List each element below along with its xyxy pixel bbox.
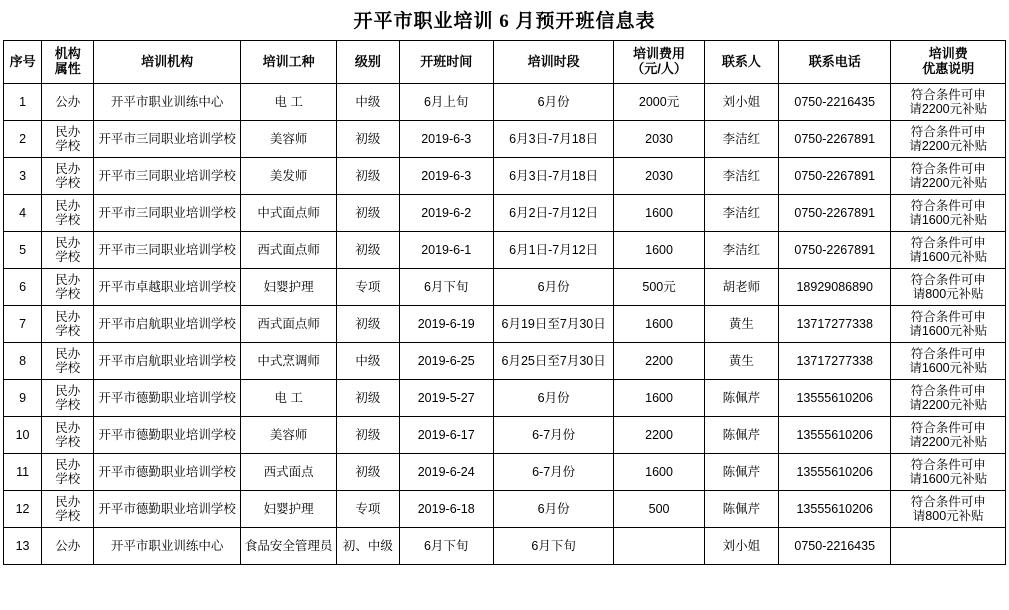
cell-note-line2: 请800元补贴 bbox=[912, 509, 984, 523]
cell-attr-line2: 学校 bbox=[55, 324, 81, 338]
cell-note-line1: 符合条件可申 bbox=[910, 347, 986, 361]
cell-note-line2: 请800元补贴 bbox=[912, 287, 984, 301]
cell-period: 6月1日-7月12日 bbox=[493, 232, 613, 269]
cell-phone: 13555610206 bbox=[779, 417, 891, 454]
cell-attr bbox=[42, 158, 94, 195]
cell-seq: 12 bbox=[4, 491, 42, 528]
cell-fee: 2200 bbox=[614, 343, 704, 380]
cell-attr-line2: 学校 bbox=[55, 398, 81, 412]
cell-level: 初级 bbox=[337, 417, 399, 454]
cell-fee: 2030 bbox=[614, 158, 704, 195]
cell-attr bbox=[42, 306, 94, 343]
cell-phone: 13717277338 bbox=[779, 306, 891, 343]
cell-attr bbox=[42, 343, 94, 380]
cell-note-line1: 符合条件可申 bbox=[910, 273, 986, 287]
cell-note-line1: 符合条件可申 bbox=[910, 384, 986, 398]
table-row bbox=[4, 84, 1006, 121]
cell-attr-line2: 学校 bbox=[55, 287, 81, 301]
column-header-note-line2: 优惠说明 bbox=[922, 61, 975, 76]
cell-attr-line2: 学校 bbox=[55, 250, 81, 264]
cell-start: 6月下旬 bbox=[399, 528, 493, 565]
cell-level: 中级 bbox=[337, 84, 399, 121]
cell-phone: 0750-2267891 bbox=[779, 121, 891, 158]
cell-note-line2: 请1600元补贴 bbox=[909, 361, 988, 375]
cell-attr-line1: 民办 bbox=[55, 384, 81, 398]
cell-attr-line2: 学校 bbox=[55, 435, 81, 449]
cell-org: 开平市卓越职业培训学校 bbox=[94, 269, 241, 306]
table-header bbox=[4, 41, 1006, 84]
cell-period: 6月份 bbox=[493, 491, 613, 528]
cell-attr-line1: 民办 bbox=[55, 236, 81, 250]
cell-contact: 黄生 bbox=[704, 343, 778, 380]
cell-fee: 1600 bbox=[614, 454, 704, 491]
cell-note-line2: 请2200元补贴 bbox=[909, 139, 988, 153]
table-row bbox=[4, 454, 1006, 491]
cell-attr-line2: 学校 bbox=[55, 472, 81, 486]
column-header-contact bbox=[704, 41, 778, 84]
cell-attr bbox=[42, 84, 94, 121]
cell-contact: 李洁红 bbox=[704, 232, 778, 269]
cell-fee: 2200 bbox=[614, 417, 704, 454]
cell-attr bbox=[42, 417, 94, 454]
cell-trade: 电 工 bbox=[240, 380, 336, 417]
cell-note bbox=[891, 232, 1006, 269]
cell-note bbox=[891, 84, 1006, 121]
table-row bbox=[4, 121, 1006, 158]
column-header-trade bbox=[240, 41, 336, 84]
table-row bbox=[4, 232, 1006, 269]
cell-contact: 刘小姐 bbox=[704, 528, 778, 565]
cell-note-line1: 符合条件可申 bbox=[910, 495, 986, 509]
cell-contact: 李洁红 bbox=[704, 158, 778, 195]
cell-seq: 10 bbox=[4, 417, 42, 454]
cell-attr-line1: 民办 bbox=[55, 421, 81, 435]
cell-attr-line2: 学校 bbox=[55, 176, 81, 190]
cell-fee: 500 bbox=[614, 491, 704, 528]
cell-contact: 陈佩芹 bbox=[704, 491, 778, 528]
cell-seq: 9 bbox=[4, 380, 42, 417]
cell-level: 初级 bbox=[337, 232, 399, 269]
cell-seq: 7 bbox=[4, 306, 42, 343]
cell-trade: 西式面点 bbox=[240, 454, 336, 491]
column-header-start-line1: 开班时间 bbox=[420, 53, 473, 69]
cell-period: 6月下旬 bbox=[493, 528, 613, 565]
cell-note bbox=[891, 195, 1006, 232]
column-header-phone-line1: 联系电话 bbox=[808, 53, 861, 69]
cell-note-line1: 符合条件可申 bbox=[910, 162, 986, 176]
cell-note-line2: 请1600元补贴 bbox=[909, 472, 988, 486]
cell-attr bbox=[42, 380, 94, 417]
cell-org: 开平市职业训练中心 bbox=[94, 84, 241, 121]
cell-trade: 食品安全管理员 bbox=[240, 528, 336, 565]
column-header-trade-line1: 培训工种 bbox=[262, 53, 315, 69]
cell-period: 6月2日-7月12日 bbox=[493, 195, 613, 232]
column-header-start bbox=[399, 41, 493, 84]
cell-seq: 1 bbox=[4, 84, 42, 121]
table-row bbox=[4, 380, 1006, 417]
cell-level: 初级 bbox=[337, 454, 399, 491]
cell-period: 6月25日至7月30日 bbox=[493, 343, 613, 380]
cell-note-line2: 请2200元补贴 bbox=[909, 435, 988, 449]
cell-level: 初级 bbox=[337, 380, 399, 417]
cell-period: 6-7月份 bbox=[493, 454, 613, 491]
cell-note bbox=[891, 306, 1006, 343]
cell-fee: 2030 bbox=[614, 121, 704, 158]
cell-trade: 妇婴护理 bbox=[240, 269, 336, 306]
cell-phone: 13555610206 bbox=[779, 454, 891, 491]
cell-phone: 18929086890 bbox=[779, 269, 891, 306]
cell-note-line1: 符合条件可申 bbox=[910, 88, 986, 102]
cell-seq: 11 bbox=[4, 454, 42, 491]
cell-period: 6月份 bbox=[493, 269, 613, 306]
cell-attr-line1: 民办 bbox=[55, 495, 81, 509]
table-row bbox=[4, 195, 1006, 232]
cell-contact: 陈佩芹 bbox=[704, 380, 778, 417]
column-header-phone bbox=[779, 41, 891, 84]
column-header-attr-line1: 机构 bbox=[54, 46, 81, 62]
cell-note bbox=[891, 380, 1006, 417]
table-row bbox=[4, 306, 1006, 343]
table-row bbox=[4, 491, 1006, 528]
cell-note-line2: 请1600元补贴 bbox=[909, 213, 988, 227]
cell-note bbox=[891, 158, 1006, 195]
cell-note-line1: 符合条件可申 bbox=[910, 310, 986, 324]
table-row bbox=[4, 269, 1006, 306]
cell-note bbox=[891, 491, 1006, 528]
cell-attr-line1: 公办 bbox=[55, 539, 81, 553]
cell-fee: 500元 bbox=[614, 269, 704, 306]
cell-attr-line1: 民办 bbox=[55, 199, 81, 213]
column-header-fee-line2: （元/人） bbox=[631, 61, 687, 76]
cell-org: 开平市德勤职业培训学校 bbox=[94, 380, 241, 417]
column-header-attr bbox=[42, 41, 94, 84]
cell-attr-line2: 学校 bbox=[55, 361, 81, 375]
column-header-fee-line1: 培训费用 bbox=[633, 46, 686, 62]
cell-note-line1: 符合条件可申 bbox=[910, 236, 986, 250]
cell-fee: 1600 bbox=[614, 380, 704, 417]
cell-note-line2: 请1600元补贴 bbox=[909, 250, 988, 264]
cell-attr-line2: 学校 bbox=[55, 213, 81, 227]
cell-seq: 2 bbox=[4, 121, 42, 158]
cell-trade: 美发师 bbox=[240, 158, 336, 195]
cell-seq: 13 bbox=[4, 528, 42, 565]
cell-start: 6月下旬 bbox=[399, 269, 493, 306]
cell-attr bbox=[42, 454, 94, 491]
cell-attr bbox=[42, 121, 94, 158]
cell-note-line1: 符合条件可申 bbox=[910, 421, 986, 435]
cell-fee bbox=[614, 528, 704, 565]
cell-trade: 妇婴护理 bbox=[240, 491, 336, 528]
cell-attr bbox=[42, 195, 94, 232]
cell-attr-line1: 民办 bbox=[55, 273, 81, 287]
cell-attr-line2: 学校 bbox=[55, 139, 81, 153]
cell-attr-line1: 民办 bbox=[55, 458, 81, 472]
cell-seq: 8 bbox=[4, 343, 42, 380]
column-header-period-line1: 培训时段 bbox=[527, 53, 580, 69]
cell-contact: 胡老师 bbox=[704, 269, 778, 306]
cell-org: 开平市三同职业培训学校 bbox=[94, 232, 241, 269]
column-header-level-line1: 级别 bbox=[354, 53, 381, 69]
cell-note bbox=[891, 269, 1006, 306]
cell-note bbox=[891, 417, 1006, 454]
cell-attr bbox=[42, 269, 94, 306]
cell-note-line2: 请1600元补贴 bbox=[909, 324, 988, 338]
table-row bbox=[4, 158, 1006, 195]
cell-org: 开平市德勤职业培训学校 bbox=[94, 454, 241, 491]
column-header-note bbox=[891, 41, 1006, 84]
cell-note bbox=[891, 343, 1006, 380]
cell-trade: 西式面点师 bbox=[240, 232, 336, 269]
cell-level: 中级 bbox=[337, 343, 399, 380]
cell-contact: 陈佩芹 bbox=[704, 417, 778, 454]
cell-trade: 美容师 bbox=[240, 417, 336, 454]
column-header-period bbox=[493, 41, 613, 84]
cell-org: 开平市职业训练中心 bbox=[94, 528, 241, 565]
cell-phone: 13555610206 bbox=[779, 380, 891, 417]
cell-phone: 13555610206 bbox=[779, 491, 891, 528]
cell-period: 6-7月份 bbox=[493, 417, 613, 454]
cell-phone: 0750-2267891 bbox=[779, 195, 891, 232]
cell-start: 2019-6-2 bbox=[399, 195, 493, 232]
cell-org: 开平市三同职业培训学校 bbox=[94, 121, 241, 158]
cell-start: 2019-6-19 bbox=[399, 306, 493, 343]
cell-phone: 0750-2216435 bbox=[779, 84, 891, 121]
cell-org: 开平市三同职业培训学校 bbox=[94, 195, 241, 232]
cell-contact: 刘小姐 bbox=[704, 84, 778, 121]
cell-fee: 1600 bbox=[614, 195, 704, 232]
column-header-attr-line2: 属性 bbox=[54, 61, 81, 76]
cell-level: 初级 bbox=[337, 121, 399, 158]
cell-level: 初、中级 bbox=[337, 528, 399, 565]
cell-attr bbox=[42, 528, 94, 565]
cell-level: 专项 bbox=[337, 491, 399, 528]
cell-trade: 电 工 bbox=[240, 84, 336, 121]
cell-org: 开平市启航职业培训学校 bbox=[94, 343, 241, 380]
cell-seq: 5 bbox=[4, 232, 42, 269]
cell-org: 开平市启航职业培训学校 bbox=[94, 306, 241, 343]
cell-seq: 3 bbox=[4, 158, 42, 195]
cell-org: 开平市三同职业培训学校 bbox=[94, 158, 241, 195]
cell-phone: 0750-2216435 bbox=[779, 528, 891, 565]
cell-contact: 陈佩芹 bbox=[704, 454, 778, 491]
cell-phone: 13717277338 bbox=[779, 343, 891, 380]
cell-phone: 0750-2267891 bbox=[779, 232, 891, 269]
cell-attr bbox=[42, 232, 94, 269]
cell-attr-line1: 公办 bbox=[55, 95, 81, 109]
cell-start: 2019-6-3 bbox=[399, 158, 493, 195]
cell-trade: 西式面点师 bbox=[240, 306, 336, 343]
column-header-fee bbox=[614, 41, 704, 84]
cell-org: 开平市德勤职业培训学校 bbox=[94, 417, 241, 454]
cell-note-line2: 请2200元补贴 bbox=[909, 102, 988, 116]
cell-period: 6月份 bbox=[493, 84, 613, 121]
cell-start: 2019-6-3 bbox=[399, 121, 493, 158]
cell-trade: 中式面点师 bbox=[240, 195, 336, 232]
column-header-contact-line1: 联系人 bbox=[721, 53, 761, 69]
training-schedule-table bbox=[3, 40, 1006, 565]
cell-start: 2019-6-1 bbox=[399, 232, 493, 269]
table-header-row bbox=[4, 41, 1006, 84]
page-title: 开平市职业培训 6 月预开班信息表 bbox=[353, 11, 656, 32]
column-header-note-line1: 培训费 bbox=[928, 46, 968, 62]
cell-level: 初级 bbox=[337, 195, 399, 232]
cell-fee: 1600 bbox=[614, 232, 704, 269]
table-row bbox=[4, 528, 1006, 565]
column-header-seq-line1: 序号 bbox=[9, 53, 36, 69]
cell-note bbox=[891, 121, 1006, 158]
cell-note-line1: 符合条件可申 bbox=[910, 199, 986, 213]
column-header-seq bbox=[4, 41, 42, 84]
cell-attr-line1: 民办 bbox=[55, 310, 81, 324]
cell-note-line1: 符合条件可申 bbox=[910, 125, 986, 139]
cell-contact: 黄生 bbox=[704, 306, 778, 343]
cell-seq: 6 bbox=[4, 269, 42, 306]
cell-note bbox=[891, 528, 1006, 565]
cell-level: 初级 bbox=[337, 158, 399, 195]
cell-org: 开平市德勤职业培训学校 bbox=[94, 491, 241, 528]
cell-start: 2019-6-24 bbox=[399, 454, 493, 491]
column-header-org bbox=[94, 41, 241, 84]
cell-note-line2: 请2200元补贴 bbox=[909, 398, 988, 412]
table-row bbox=[4, 343, 1006, 380]
cell-seq: 4 bbox=[4, 195, 42, 232]
cell-start: 2019-6-18 bbox=[399, 491, 493, 528]
cell-attr-line2: 学校 bbox=[55, 509, 81, 523]
cell-fee: 2000元 bbox=[614, 84, 704, 121]
cell-note-line1: 符合条件可申 bbox=[910, 458, 986, 472]
cell-level: 专项 bbox=[337, 269, 399, 306]
table-row bbox=[4, 417, 1006, 454]
cell-attr-line1: 民办 bbox=[55, 125, 81, 139]
cell-start: 2019-6-17 bbox=[399, 417, 493, 454]
cell-contact: 李洁红 bbox=[704, 121, 778, 158]
table-body bbox=[4, 84, 1006, 565]
cell-attr-line1: 民办 bbox=[55, 347, 81, 361]
cell-attr-line1: 民办 bbox=[55, 162, 81, 176]
cell-note bbox=[891, 454, 1006, 491]
cell-phone: 0750-2267891 bbox=[779, 158, 891, 195]
column-header-level bbox=[337, 41, 399, 84]
column-header-org-line1: 培训机构 bbox=[141, 53, 194, 69]
cell-contact: 李洁红 bbox=[704, 195, 778, 232]
cell-start: 2019-5-27 bbox=[399, 380, 493, 417]
cell-start: 2019-6-25 bbox=[399, 343, 493, 380]
cell-trade: 中式烹调师 bbox=[240, 343, 336, 380]
cell-period: 6月3日-7月18日 bbox=[493, 158, 613, 195]
cell-fee: 1600 bbox=[614, 306, 704, 343]
cell-start: 6月上旬 bbox=[399, 84, 493, 121]
cell-period: 6月19日至7月30日 bbox=[493, 306, 613, 343]
cell-trade: 美容师 bbox=[240, 121, 336, 158]
cell-period: 6月份 bbox=[493, 380, 613, 417]
cell-period: 6月3日-7月18日 bbox=[493, 121, 613, 158]
cell-attr bbox=[42, 491, 94, 528]
cell-note-line2: 请2200元补贴 bbox=[909, 176, 988, 190]
cell-level: 初级 bbox=[337, 306, 399, 343]
